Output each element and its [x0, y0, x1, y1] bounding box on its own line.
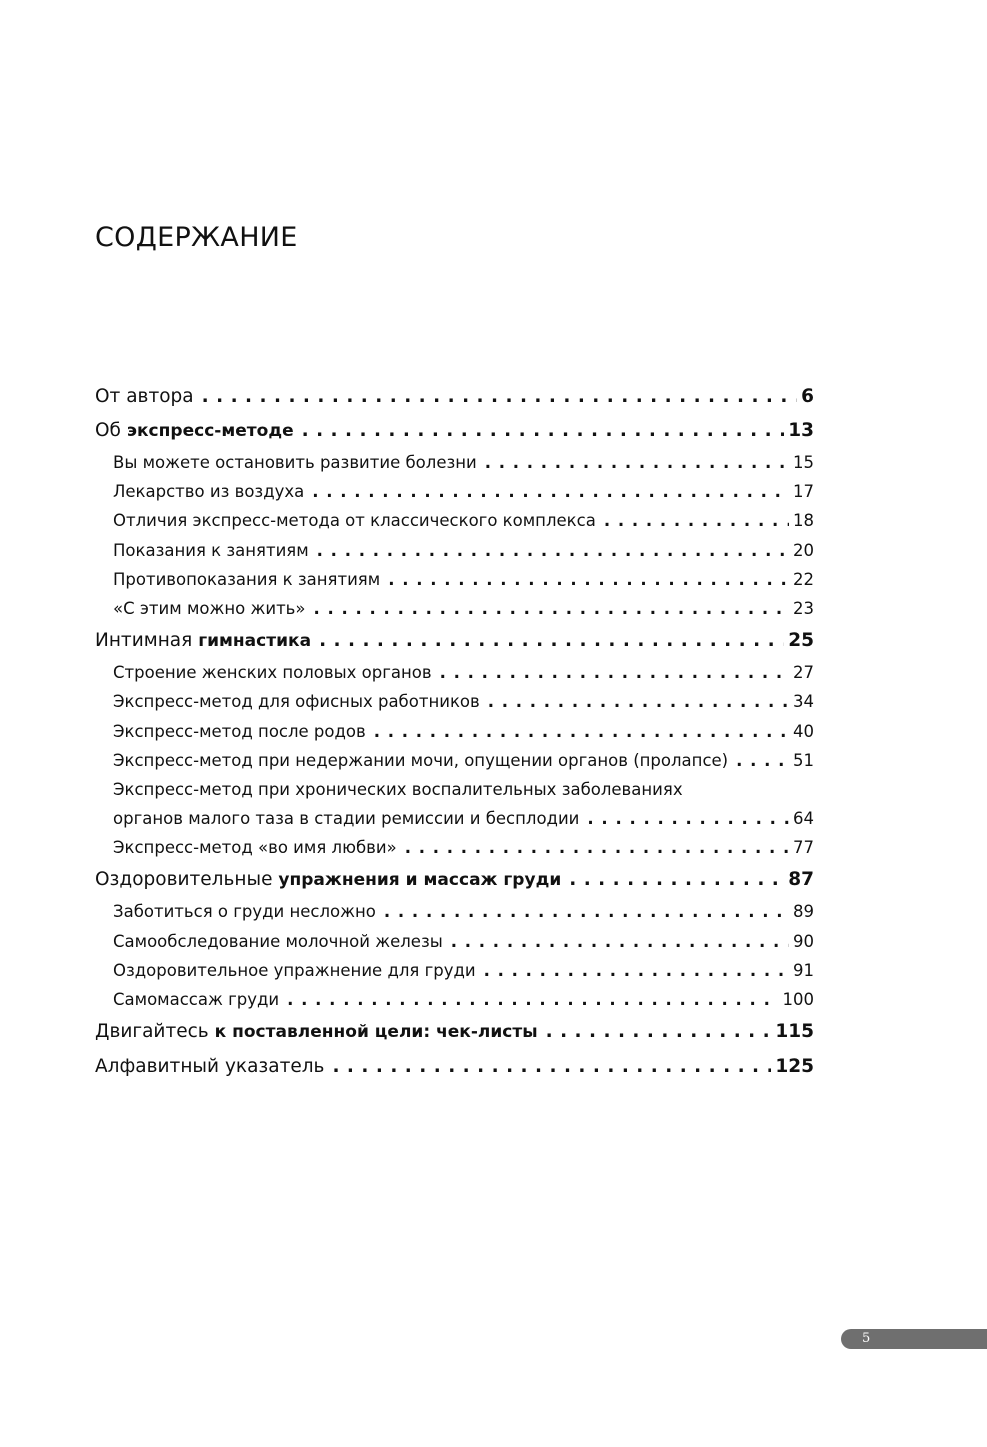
toc-page-number: 100 [782, 990, 814, 1009]
toc-chapter-row[interactable] [95, 862, 814, 897]
toc-section-row[interactable] [95, 985, 814, 1014]
toc-entry-title: Экспресс-метод «во имя любви» [113, 838, 397, 858]
toc-entry-title [95, 1014, 538, 1050]
toc-section-row[interactable] [95, 927, 814, 956]
toc-page-number: 27 [793, 663, 814, 683]
toc-chapter-lead-word: Оздоровительные [95, 869, 273, 891]
page-title: СОДЕРЖАНИЕ [95, 222, 298, 253]
toc-chapter-row[interactable] [95, 1014, 814, 1049]
toc-entry-title: Экспресс-метод для офисных работников [113, 692, 480, 712]
toc-section-row[interactable] [95, 477, 814, 506]
toc-entry-title [95, 862, 561, 898]
dot-leader [485, 448, 789, 477]
toc-page-number: 77 [793, 838, 814, 858]
toc-section-row[interactable] [95, 658, 814, 687]
dot-leader [569, 862, 784, 897]
toc-entry-title: Вы можете остановить развитие болезни [113, 453, 477, 472]
toc-section-row[interactable] [95, 833, 814, 862]
toc-page-number: 51 [793, 750, 814, 770]
toc-chapter-rest: упражнения и массаж груди [272, 870, 562, 891]
toc-entry-title: Отличия экспресс-метода от классического комплекса [113, 511, 596, 531]
toc-section-row[interactable] [95, 775, 814, 804]
toc-page-number: 22 [793, 569, 814, 589]
toc-entry-title: Экспресс-метод после родов [113, 721, 366, 741]
toc-page-number: 91 [793, 960, 814, 980]
dot-leader [546, 1014, 772, 1049]
toc-section-row[interactable] [95, 956, 814, 985]
toc-entry-title [95, 623, 311, 659]
toc-chapter-lead-word: От автора [95, 386, 194, 407]
toc-entry-title: Экспресс-метод при недержании мочи, опущении органов (пролапсе) [113, 750, 729, 770]
dot-leader [384, 897, 789, 926]
toc-entry-title: Показания к занятиям [113, 540, 309, 560]
toc-chapter-lead-word: Интимная [95, 630, 193, 652]
toc-entry-title: Строение женских половых органов [113, 663, 432, 683]
toc-page-number: 13 [788, 420, 814, 441]
dot-leader [332, 1049, 771, 1084]
toc-chapter-rest: указатель [219, 1056, 325, 1078]
dot-leader [312, 477, 789, 506]
dot-leader [302, 413, 785, 448]
toc-entry-title [95, 1049, 324, 1084]
dot-leader [202, 380, 797, 413]
dot-leader [736, 746, 789, 775]
dot-leader [484, 956, 789, 985]
dot-leader [451, 927, 789, 956]
toc-page-number: 64 [793, 809, 814, 829]
toc-entry-title: органов малого таза в стадии ремиссии и бесплодии [113, 809, 580, 829]
toc-page-number: 17 [793, 482, 814, 502]
toc-chapter-row[interactable] [95, 623, 814, 658]
dot-leader [405, 833, 789, 862]
toc-chapter-lead-word: Двигайтесь [95, 1021, 209, 1043]
table-of-contents [95, 380, 814, 1084]
toc-page-number: 18 [793, 511, 814, 531]
toc-chapter-row[interactable] [95, 413, 814, 448]
toc-chapter-row[interactable] [95, 380, 814, 413]
toc-entry-title: «С этим можно жить» [113, 598, 306, 618]
toc-chapter-row[interactable] [95, 1049, 814, 1084]
toc-page-number: 34 [793, 692, 814, 712]
toc-page-number: 6 [801, 386, 814, 407]
dot-leader [440, 658, 789, 687]
toc-section-row[interactable] [95, 594, 814, 623]
toc-page-number: 15 [793, 453, 814, 472]
toc-section-row[interactable] [95, 746, 814, 775]
toc-chapter-rest: экспресс-методе [120, 421, 294, 441]
toc-entry-title: Самообследование молочной железы [113, 931, 443, 951]
toc-section-row[interactable] [95, 687, 814, 716]
toc-chapter-lead-word: Об [95, 420, 121, 441]
dot-leader [314, 594, 790, 623]
dot-leader [488, 687, 789, 716]
toc-page-number: 40 [793, 721, 814, 741]
dot-leader [374, 717, 789, 746]
toc-entry-title: Противопоказания к занятиям [113, 569, 381, 589]
toc-section-row[interactable] [95, 717, 814, 746]
toc-section-row[interactable] [95, 448, 814, 477]
dot-leader [317, 536, 789, 565]
toc-page-number: 87 [788, 869, 814, 891]
toc-page-number: 115 [775, 1021, 814, 1043]
toc-page-number: 20 [793, 540, 814, 560]
toc-chapter-rest: к поставленной цели: чек-листы [208, 1022, 538, 1043]
toc-entry-title: Лекарство из воздуха [113, 482, 305, 502]
dot-leader [388, 565, 789, 594]
toc-section-row[interactable] [95, 536, 814, 565]
dot-leader [604, 506, 789, 535]
toc-entry-title: Заботиться о груди несложно [113, 902, 376, 922]
toc-page-number: 90 [793, 931, 814, 951]
toc-entry-title [95, 380, 194, 413]
toc-section-row[interactable] [95, 804, 814, 833]
toc-section-row[interactable] [95, 897, 814, 926]
toc-chapter-rest: гимнастика [192, 631, 312, 652]
dot-leader [587, 804, 789, 833]
toc-page-number: 23 [793, 598, 814, 618]
dot-leader [287, 985, 778, 1014]
toc-section-row[interactable] [95, 506, 814, 535]
dot-leader [319, 623, 784, 658]
toc-page-number: 89 [793, 902, 814, 922]
page-number: 5 [862, 1331, 871, 1346]
toc-entry-title: Оздоровительное упражнение для груди [113, 960, 476, 980]
toc-section-row[interactable] [95, 565, 814, 594]
toc-page-number: 125 [775, 1056, 814, 1078]
toc-entry-title: Самомассаж груди [113, 990, 280, 1009]
toc-page-number: 25 [788, 630, 814, 652]
toc-entry-title: Экспресс-метод при хронических воспалительных заболеваниях [113, 779, 683, 799]
toc-entry-title [95, 413, 294, 449]
toc-chapter-lead-word: Алфавитный [95, 1056, 220, 1078]
